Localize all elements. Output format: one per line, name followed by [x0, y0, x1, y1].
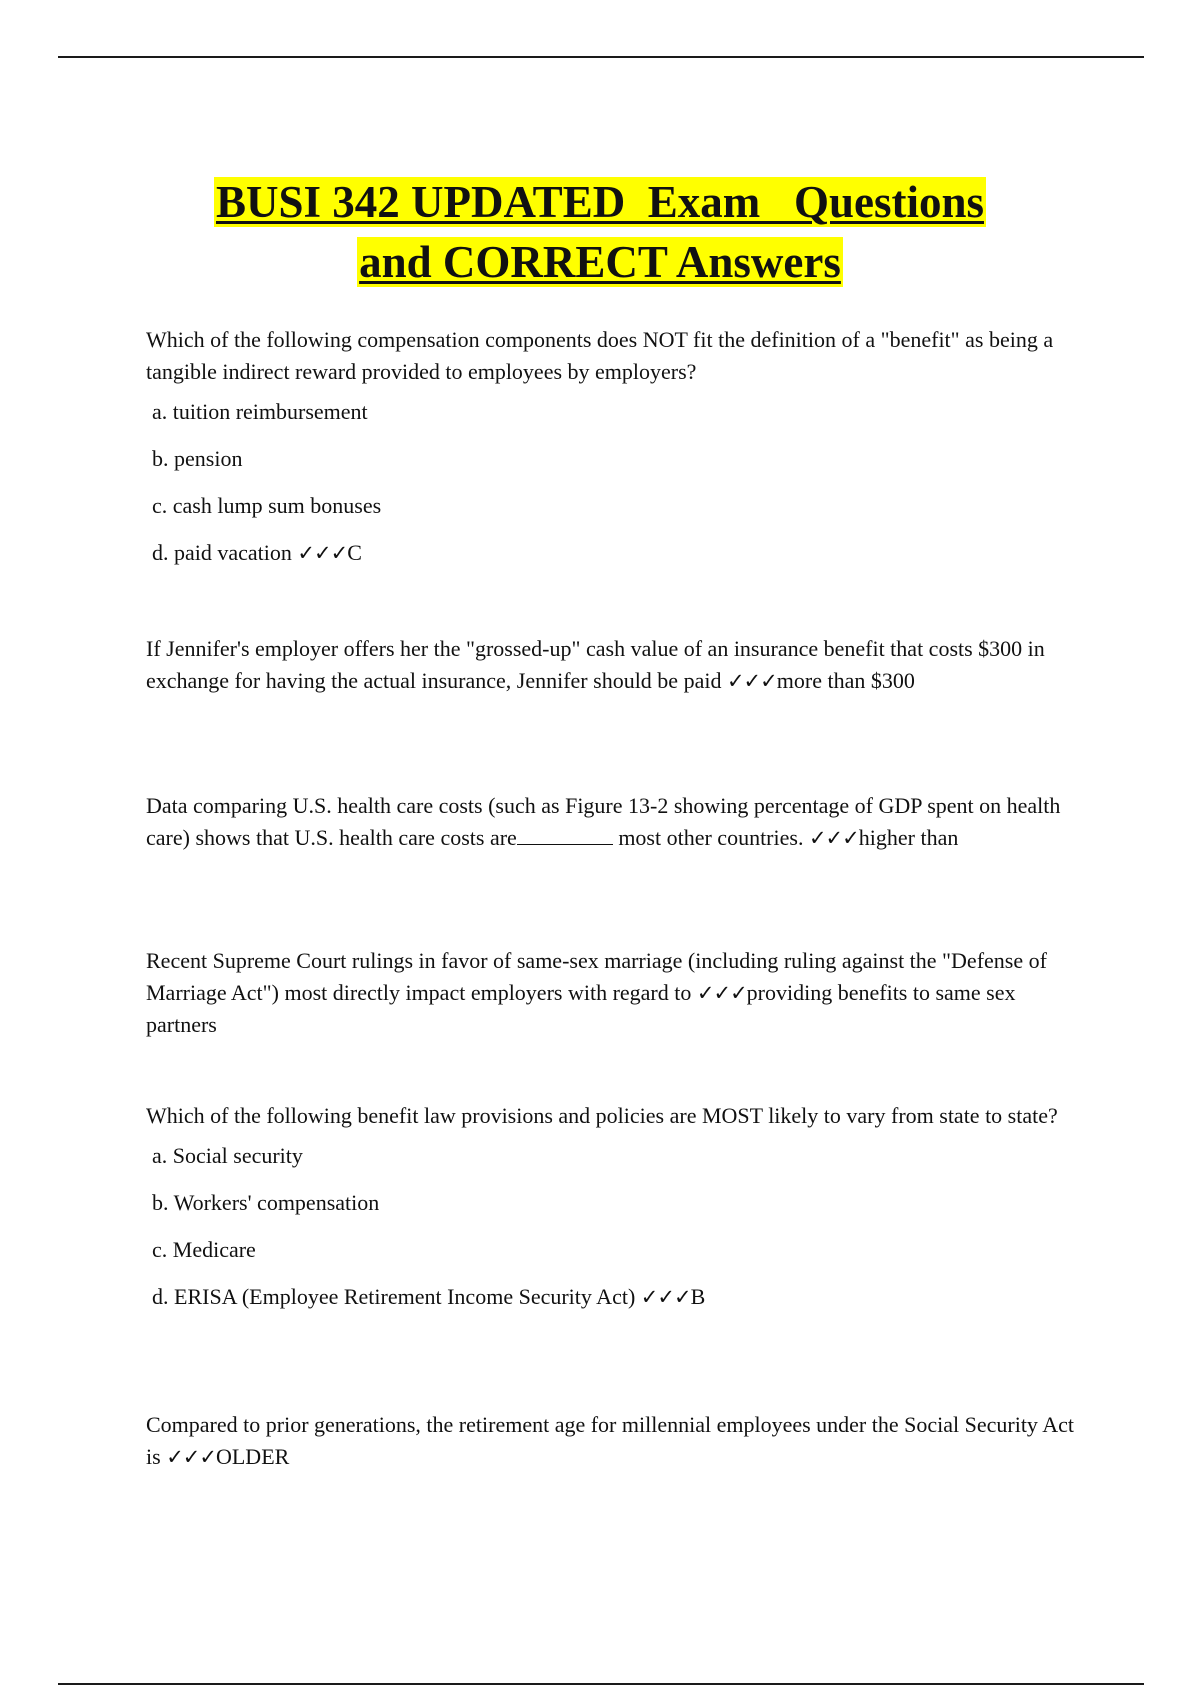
question-1-option-b: b. pension: [152, 446, 243, 471]
title-line-2: and CORRECT Answers: [359, 237, 841, 288]
question-6-stem: [146, 1409, 1081, 1473]
question-1-answer: C: [347, 540, 362, 565]
question-4-stem-text: Recent Supreme Court rulings in favor of same-sex marriage (including ruling against the "Defense of Marriage Act") most directly impact employers with regard to: [146, 948, 1047, 1005]
question-2-answer: more than $300: [776, 668, 915, 693]
question-3-stem: [146, 790, 1081, 854]
question-1-options: [152, 396, 1081, 584]
question-5-option-d: [152, 1281, 1081, 1328]
question-5-option-c: c. Medicare: [152, 1237, 256, 1262]
question-3-stem-before: Data comparing U.S. health care costs (such as Figure 13-2 showing percentage of GDP spent on health care) shows that U.S. health care costs are: [146, 793, 1061, 850]
question-5-option-b: b. Workers' compensation: [152, 1190, 380, 1215]
question-4: [146, 945, 1081, 1041]
answer-blank: [517, 824, 613, 845]
question-5-option-d-text: d. ERISA (Employee Retirement Income Security Act): [152, 1284, 641, 1309]
question-1-option-a: a. tuition reimbursement: [152, 399, 368, 424]
question-1-stem: Which of the following compensation components does NOT fit the definition of a "benefit" as being a tangible indirect reward provided to employees by employers?: [146, 327, 1054, 384]
question-5-option-a: a. Social security: [152, 1143, 303, 1168]
check-marks-icon: ✓✓✓: [640, 1285, 691, 1309]
question-2: [146, 633, 1081, 697]
check-marks-icon: ✓✓✓: [696, 981, 747, 1005]
title-line-1: BUSI 342 UPDATED Exam Questions: [215, 177, 984, 228]
question-4-stem: [146, 945, 1081, 1041]
question-3: [146, 790, 1081, 854]
question-5-stem: Which of the following benefit law provisions and policies are MOST likely to vary from state to state?: [146, 1103, 1058, 1128]
question-6-answer: OLDER: [215, 1444, 290, 1469]
question-6-stem-text: Compared to prior generations, the retirement age for millennial employees under the Social Security Act is: [146, 1412, 1074, 1469]
question-5-options: [152, 1140, 1081, 1328]
question-2-stem: [146, 633, 1081, 697]
check-marks-icon: ✓✓✓: [726, 669, 777, 693]
question-5-answer: B: [690, 1284, 706, 1309]
document-title: [60, 172, 1140, 292]
question-1-option-d: [152, 537, 1081, 584]
question-3-answer: higher than: [858, 825, 959, 850]
bottom-rule: [58, 1683, 1144, 1685]
question-1-option-d-text: d. paid vacation: [152, 540, 298, 565]
question-4-answer: providing benefits to same sex partners: [146, 980, 1016, 1037]
question-1-option-c: c. cash lump sum bonuses: [152, 493, 382, 518]
check-marks-icon: ✓✓✓: [808, 826, 859, 850]
question-3-stem-after: most other countries.: [612, 825, 804, 850]
question-1: [146, 324, 1081, 584]
check-marks-icon: ✓✓✓: [166, 1445, 216, 1469]
question-2-stem-text: If Jennifer's employer offers her the "grossed-up" cash value of an insurance benefit that costs $300 in exchange for having the actual insurance, Jennifer should be paid: [146, 636, 1045, 693]
question-6: [146, 1409, 1081, 1473]
check-marks-icon: ✓✓✓: [297, 541, 348, 565]
top-rule: [58, 56, 1144, 58]
question-5: [146, 1100, 1081, 1328]
